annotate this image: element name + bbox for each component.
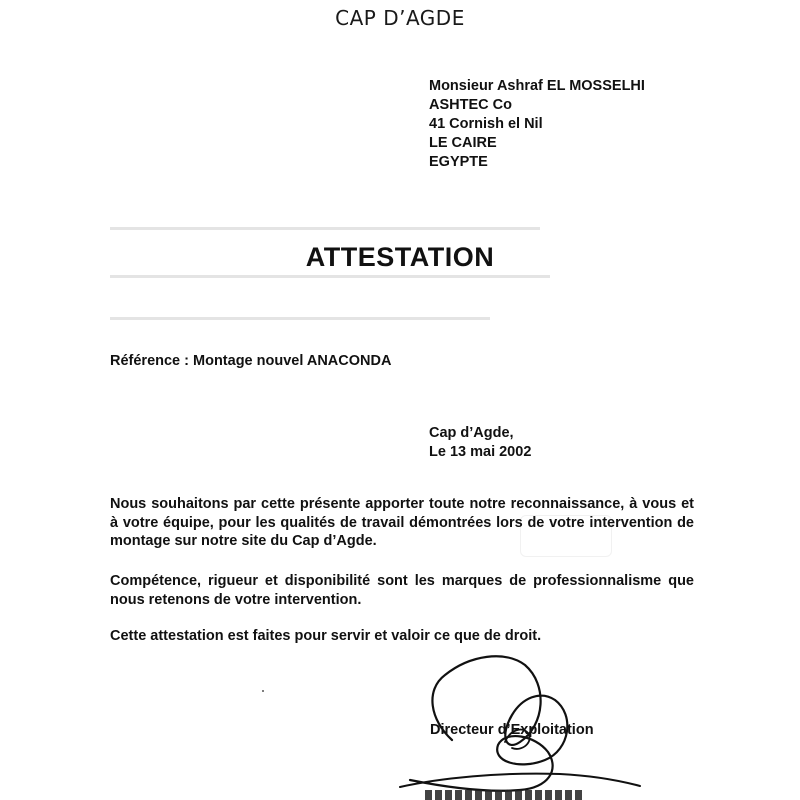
body-paragraph-3: Cette attestation est faites pour servir et valoir ce que de droit. (110, 628, 542, 644)
document-title: ATTESTATION (305, 242, 495, 272)
date: Le 13 mai 2002 (429, 444, 532, 460)
place-and-date (429, 424, 531, 462)
place: Cap d’Agde, (429, 425, 514, 441)
body-paragraph-2: Compétence, rigueur et disponibilité sont les marques de professionnalisme que nous retenons de votre intervention. (110, 573, 694, 608)
recipient-street: 41 Cornish el Nil (429, 116, 543, 132)
bleed-through-mark: ▬▬▬▬▬▬▬▬▬▬▬▬▬▬▬▬▬▬▬▬▬▬▬▬▬▬▬▬▬▬▬▬▬▬▬▬▬▬ (110, 312, 490, 323)
signatory-name-stamp (425, 788, 585, 800)
bleed-through-mark: ▬▬▬▬▬▬▬▬▬▬▬▬▬▬▬▬▬▬▬▬▬▬▬▬▬▬▬▬▬▬▬▬▬▬▬▬▬▬▬▬▬▬▬ (110, 222, 540, 233)
recipient-country: EGYPTE (429, 154, 488, 170)
signatory-title: Directeur d’Exploitation (430, 722, 594, 738)
bleed-through-mark: ▬▬▬▬▬▬▬▬▬▬▬▬▬▬▬▬▬▬▬▬▬▬▬▬▬▬▬▬▬▬▬▬▬▬▬▬▬▬▬▬▬▬▬▬ (110, 270, 550, 281)
scan-speck (262, 690, 264, 692)
recipient-city: LE CAIRE (429, 135, 497, 151)
reference-line: Référence : Montage nouvel ANACONDA (110, 353, 392, 369)
body-paragraph-1: Nous souhaitons par cette présente apporter toute notre reconnaissance, à vous et à votre équipe, pour les qualités de travail démontrées lors de votre intervention de montage sur notre site du Cap d’Agde. (110, 496, 694, 549)
letterhead: CAP D’AGDE (335, 6, 465, 30)
recipient-name: Monsieur Ashraf EL MOSSELHI (429, 78, 645, 94)
recipient-address (429, 77, 645, 172)
recipient-company: ASHTEC Co (429, 97, 512, 113)
